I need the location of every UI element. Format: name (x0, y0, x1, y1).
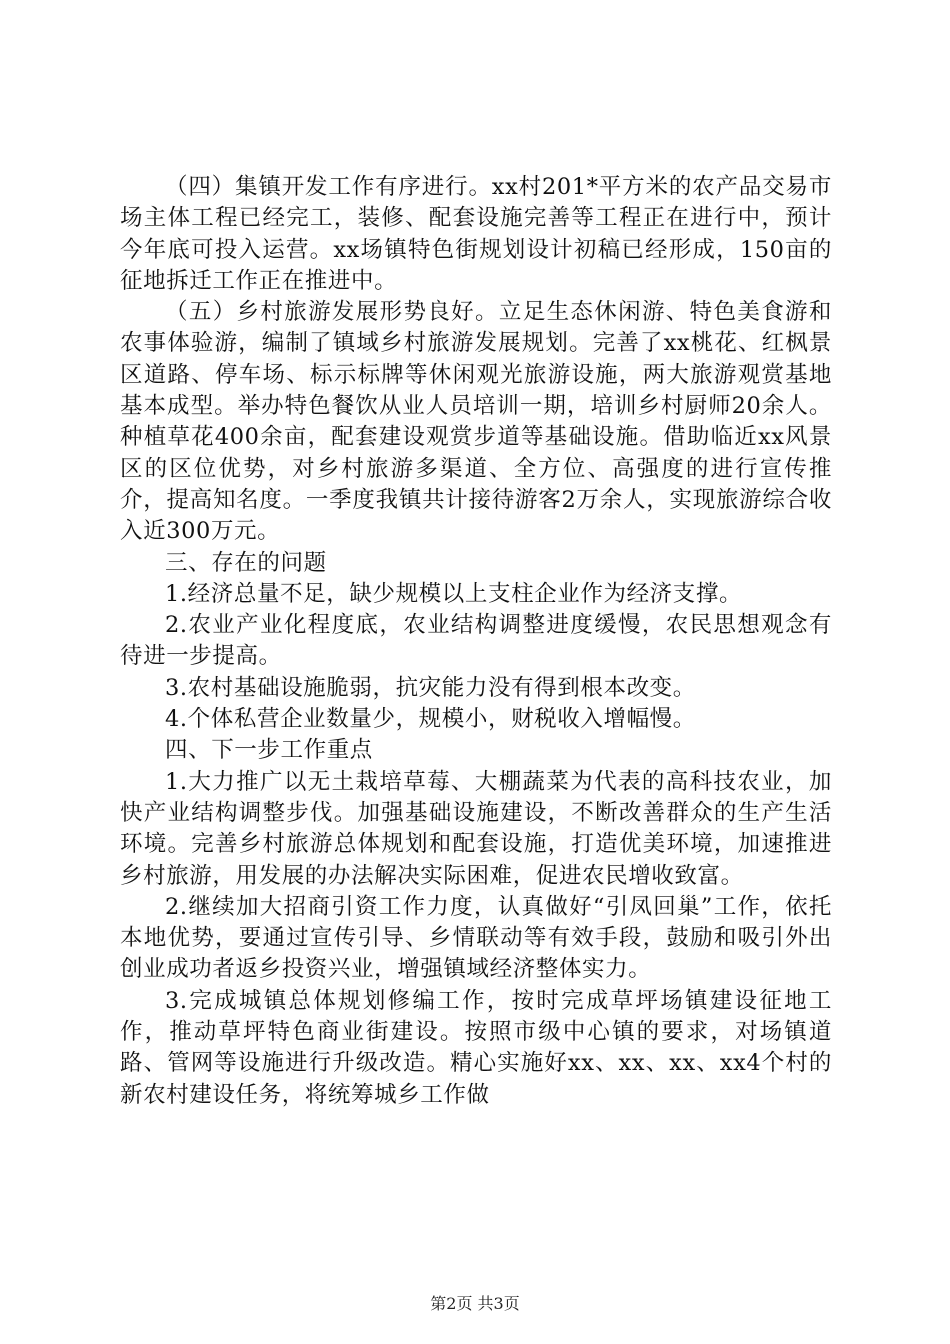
paragraph-town-development: （四）集镇开发工作有序进行。xx村201*平方米的农产品交易市场主体工程已经完工，装修、配套设施完善等工程正在进行中，预计今年底可投入运营。xx场镇特色街规划设计初稿已经形成，150亩的征地拆迁工作正在推进中。 (120, 174, 832, 294)
section-heading-next-steps: 四、下一步工作重点 (165, 737, 373, 764)
section-heading-problems: 三、存在的问题 (165, 549, 327, 576)
problem-item-2: 2.农业产业化程度底，农业结构调整进度缓慢，农民思想观念有待进一步提高。 (120, 612, 832, 670)
problem-item-1: 1.经济总量不足，缺少规模以上支柱企业作为经济支撑。 (165, 580, 743, 607)
paragraph-rural-tourism: （五）乡村旅游发展形势良好。立足生态休闲游、特色美食游和农事体验游，编制了镇域乡村旅游发展规划。完善了xx桃花、红枫景区道路、停车场、标示标牌等休闲观光旅游设施，两大旅游观赏基地基本成型。举办特色餐饮从业人员培训一期，培训乡村厨师20余人。种植草花400余亩，配套建设观赏步道等基础设施。借助临近xx风景区的区位优势，对乡村旅游多渠道、全方位、高强度的进行宣传推介，提高知名度。一季度我镇共计接待游客2万余人，实现旅游综合收入近300万元。 (120, 299, 832, 545)
document-body (120, 172, 832, 1111)
page-footer: 第2页 共3页 (430, 1294, 520, 1313)
problem-item-4: 4.个体私营企业数量少，规模小，财税收入增幅慢。 (165, 706, 696, 733)
next-step-item-2: 2.继续加大招商引资工作力度，认真做好“引凤回巢”工作，依托本地优势，要通过宣传引导、乡情联动等有效手段，鼓励和吸引外出创业成功者返乡投资兴业，增强镇域经济整体实力。 (120, 893, 832, 983)
next-step-item-3: 3.完成城镇总体规划修编工作，按时完成草坪场镇建设征地工作，推动草坪特色商业街建设。按照市级中心镇的要求，对场镇道路、管网等设施进行升级改造。精心实施好xx、xx、xx、xx4个村的新农村建设任务，将统筹城乡工作做 (120, 987, 832, 1108)
problem-item-3: 3.农村基础设施脆弱，抗灾能力没有得到根本改变。 (165, 674, 696, 701)
next-step-item-1: 1.大力推广以无土栽培草莓、大棚蔬菜为代表的高科技农业，加快产业结构调整步伐。加强基础设施建设，不断改善群众的生产生活环境。完善乡村旅游总体规划和配套设施，打造优美环境，加速推进乡村旅游，用发展的办法解决实际困难，促进农民增收致富。 (120, 768, 832, 889)
